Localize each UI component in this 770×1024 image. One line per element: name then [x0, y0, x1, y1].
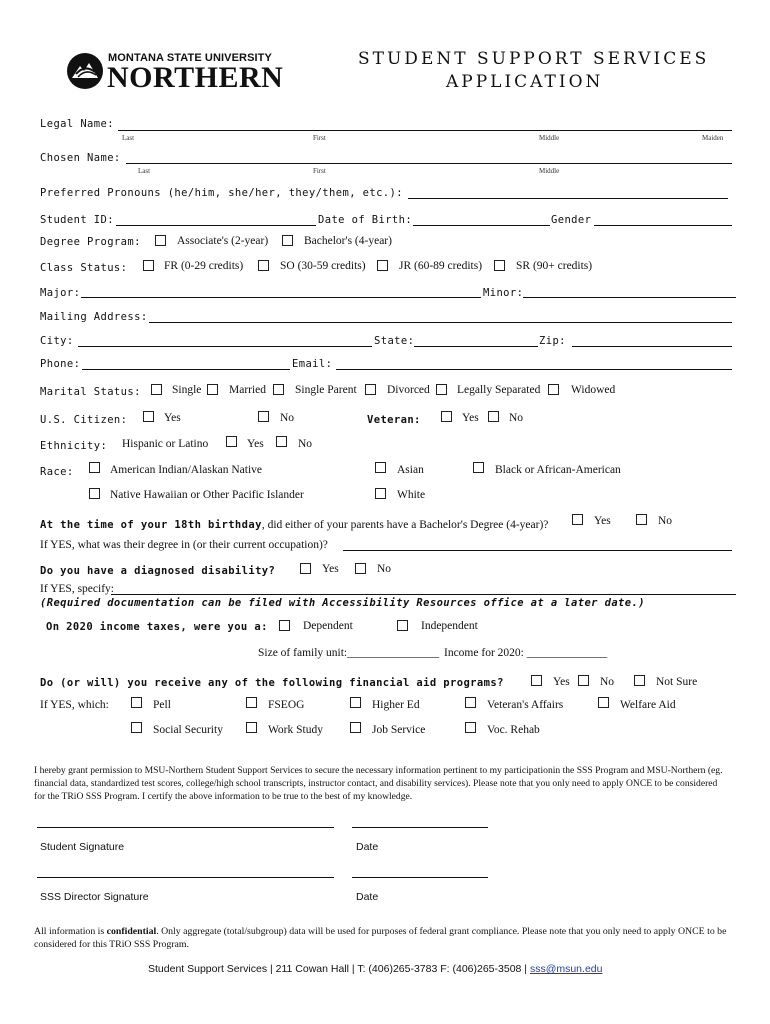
phone-label: Phone:: [40, 358, 81, 370]
finaid-fseog-label: FSEOG: [268, 699, 305, 711]
mailing-field[interactable]: [149, 322, 732, 323]
veteran-no-label: No: [509, 412, 524, 424]
major-label: Major:: [40, 287, 81, 299]
finaid-notsure-checkbox[interactable]: [634, 675, 645, 686]
pronouns-field[interactable]: [408, 198, 728, 199]
parents-no-label: No: [658, 515, 673, 527]
ethnicity-yes-checkbox[interactable]: [226, 436, 237, 447]
finaid-label: Do (or will) you receive any of the following financial aid programs?: [40, 677, 504, 689]
dob-field[interactable]: [413, 225, 550, 226]
ethnicity-question: Hispanic or Latino: [122, 438, 209, 450]
citizen-yes-label: Yes: [164, 412, 181, 424]
marital-label: Marital Status:: [40, 386, 141, 398]
logo-top-text: MONTANA STATE UNIVERSITY: [108, 52, 272, 64]
finaid-yes-label: Yes: [553, 676, 570, 688]
mailing-label: Mailing Address:: [40, 311, 148, 323]
marital-single-checkbox[interactable]: [151, 384, 162, 395]
finaid-socsec-label: Social Security: [153, 724, 223, 736]
university-logo: [66, 48, 291, 92]
confidential-note: [34, 925, 739, 951]
class-sr-label: SR (90+ credits): [516, 260, 593, 272]
race-white-label: White: [397, 489, 426, 501]
veteran-yes-label: Yes: [462, 412, 479, 424]
race-black-label: Black or African-American: [495, 464, 621, 476]
income-2020-field[interactable]: Income for 2020: ______________: [444, 647, 608, 659]
degree-associate-label: Associate's (2-year): [177, 235, 269, 247]
race-label: Race:: [40, 466, 74, 478]
legal-sub-last: Last: [122, 134, 135, 142]
income-dependent-checkbox[interactable]: [279, 620, 290, 631]
finaid-pell-label: Pell: [153, 699, 171, 711]
footer-email-link[interactable]: sss@msun.edu: [529, 963, 603, 975]
parents-followup-field[interactable]: [343, 550, 732, 551]
gender-field[interactable]: [594, 225, 732, 226]
legal-name-label: Legal Name:: [40, 118, 114, 130]
veteran-no-checkbox[interactable]: [488, 411, 499, 422]
chosen-name-label: Chosen Name:: [40, 152, 121, 164]
class-sr-checkbox[interactable]: [494, 260, 505, 271]
finaid-no-checkbox[interactable]: [578, 675, 589, 686]
legal-sub-maiden: Maiden: [702, 134, 724, 142]
finaid-veterans-checkbox[interactable]: [465, 697, 476, 708]
chosen-sub-last: Last: [138, 167, 151, 175]
city-field[interactable]: [78, 346, 372, 347]
race-white-checkbox[interactable]: [375, 488, 386, 499]
finaid-welfare-checkbox[interactable]: [598, 697, 609, 708]
page-title-line2: APPLICATION: [446, 72, 604, 92]
finaid-fseog-checkbox[interactable]: [246, 697, 257, 708]
director-signature-label: SSS Director Signature: [40, 891, 149, 903]
race-hawaiian-label: Native Hawaiian or Other Pacific Islander: [110, 489, 304, 501]
income-dependent-label: Dependent: [303, 620, 353, 632]
marital-divorced-checkbox[interactable]: [365, 384, 376, 395]
parents-question: [40, 515, 548, 533]
income-independent-checkbox[interactable]: [397, 620, 408, 631]
marital-single-parent-label: Single Parent: [295, 384, 357, 396]
student-id-label: Student ID:: [40, 214, 114, 226]
marital-separated-checkbox[interactable]: [436, 384, 447, 395]
disability-specify-label: If YES, specify:: [40, 583, 114, 595]
parents-yes-label: Yes: [594, 515, 611, 527]
marital-married-checkbox[interactable]: [207, 384, 218, 395]
finaid-no-label: No: [600, 676, 615, 688]
email-label: Email:: [292, 358, 333, 370]
state-label: State:: [374, 335, 415, 347]
zip-field[interactable]: [572, 346, 732, 347]
disability-yes-checkbox[interactable]: [300, 563, 311, 574]
major-field[interactable]: [81, 297, 481, 298]
email-field[interactable]: [336, 369, 732, 370]
marital-separated-label: Legally Separated: [457, 384, 541, 396]
pronouns-label: Preferred Pronouns (he/him, she/her, they/them, etc.):: [40, 187, 403, 199]
logo-bottom-text: NORTHERN: [107, 61, 284, 94]
class-so-label: SO (30-59 credits): [280, 260, 366, 272]
phone-field[interactable]: [82, 369, 290, 370]
citizen-label: U.S. Citizen:: [40, 414, 128, 426]
legal-sub-first: First: [313, 134, 326, 142]
race-hawaiian-checkbox[interactable]: [89, 488, 100, 499]
family-size-field[interactable]: Size of family unit:________________: [258, 647, 440, 659]
mountain-seal-icon: [66, 52, 104, 90]
ethnicity-label: Ethnicity:: [40, 440, 108, 452]
confidential-pre: All information is: [34, 926, 107, 937]
zip-label: Zip:: [539, 335, 566, 347]
ethnicity-no-label: No: [298, 438, 313, 450]
marital-divorced-label: Divorced: [387, 384, 430, 396]
finaid-socsec-checkbox[interactable]: [131, 722, 142, 733]
dob-label: Date of Birth:: [318, 214, 413, 226]
parents-question-rest: , did either of your parents have a Bachelor's Degree (4-year)?: [261, 519, 549, 531]
degree-label: Degree Program:: [40, 236, 141, 248]
chosen-sub-middle: Middle: [539, 167, 560, 175]
finaid-jobservice-label: Job Service: [372, 724, 426, 736]
footer-contact: Student Support Services | 211 Cowan Hall | T: (406)265-3783 F: (406)265-3508 |: [148, 963, 530, 975]
finaid-pell-checkbox[interactable]: [131, 697, 142, 708]
legal-name-field[interactable]: [118, 130, 732, 131]
parents-question-bold: At the time of your 18th birthday: [40, 519, 262, 531]
degree-bachelor-checkbox[interactable]: [282, 235, 293, 246]
gender-label: Gender: [551, 214, 592, 226]
chosen-sub-first: First: [313, 167, 326, 175]
finaid-highered-checkbox[interactable]: [350, 697, 361, 708]
marital-single-label: Single: [172, 384, 202, 396]
legal-sub-middle: Middle: [539, 134, 560, 142]
finaid-yes-checkbox[interactable]: [531, 675, 542, 686]
finaid-vocrehab-checkbox[interactable]: [465, 722, 476, 733]
finaid-workstudy-label: Work Study: [268, 724, 323, 736]
class-status-label: Class Status:: [40, 262, 128, 274]
director-signature-line[interactable]: [37, 877, 334, 878]
permission-paragraph: I hereby grant permission to MSU-Northern Student Support Services to secure the necessary information pertinent to my participationin the SSS Program and MSU-Northern (eg. financial data, standardized test scores, college/high school transcripts, instructor contact, and disability services). Please note that you only need to apply ONCE to be considered for the TRiO SSS Program. I certify the above information to be true to the best of my knowledge.: [34, 765, 723, 802]
class-jr-label: JR (60-89 credits): [399, 260, 483, 272]
student-signature-label: Student Signature: [40, 841, 125, 853]
race-asian-checkbox[interactable]: [375, 462, 386, 473]
student-id-field[interactable]: [116, 225, 316, 226]
student-signature-line[interactable]: [37, 827, 334, 828]
parents-no-checkbox[interactable]: [636, 514, 647, 525]
marital-widowed-label: Widowed: [571, 384, 616, 396]
disability-no-label: No: [377, 563, 392, 575]
finaid-workstudy-checkbox[interactable]: [246, 722, 257, 733]
race-native-label: American Indian/Alaskan Native: [110, 464, 262, 476]
ethnicity-no-checkbox[interactable]: [276, 436, 287, 447]
class-fr-checkbox[interactable]: [143, 260, 154, 271]
chosen-name-field[interactable]: [126, 163, 732, 164]
minor-field[interactable]: [523, 297, 736, 298]
degree-bachelor-label: Bachelor's (4-year): [304, 235, 392, 247]
date2-label: Date: [356, 891, 379, 903]
finaid-welfare-label: Welfare Aid: [620, 699, 676, 711]
class-fr-label: FR (0-29 credits): [164, 260, 244, 272]
confidential-bold: confidential: [106, 926, 157, 937]
parents-followup-label: If YES, what was their degree in (or their current occupation)?: [40, 539, 328, 551]
race-black-checkbox[interactable]: [473, 462, 484, 473]
disability-note: (Required documentation can be filed with Accessibility Resources office at a later date.): [40, 597, 645, 609]
degree-associate-checkbox[interactable]: [155, 235, 166, 246]
citizen-yes-checkbox[interactable]: [143, 411, 154, 422]
marital-single-parent-checkbox[interactable]: [273, 384, 284, 395]
finaid-jobservice-checkbox[interactable]: [350, 722, 361, 733]
disability-yes-label: Yes: [322, 563, 339, 575]
disability-specify-field[interactable]: [111, 594, 736, 595]
parents-yes-checkbox[interactable]: [572, 514, 583, 525]
finaid-highered-label: Higher Ed: [372, 699, 420, 711]
disability-label: Do you have a diagnosed disability?: [40, 565, 276, 577]
finaid-which-label: If YES, which:: [40, 699, 109, 711]
disability-no-checkbox[interactable]: [355, 563, 366, 574]
footer: [148, 963, 602, 975]
marital-widowed-checkbox[interactable]: [548, 384, 559, 395]
page-title-line1: STUDENT SUPPORT SERVICES: [358, 49, 710, 69]
race-asian-label: Asian: [397, 464, 424, 476]
minor-label: Minor:: [483, 287, 524, 299]
veteran-label: Veteran:: [367, 414, 421, 426]
class-so-checkbox[interactable]: [258, 260, 269, 271]
date1-label: Date: [356, 841, 379, 853]
income-label: On 2020 income taxes, were you a:: [46, 621, 268, 633]
class-jr-checkbox[interactable]: [377, 260, 388, 271]
income-independent-label: Independent: [421, 620, 478, 632]
citizen-no-checkbox[interactable]: [258, 411, 269, 422]
state-field[interactable]: [414, 346, 538, 347]
race-native-checkbox[interactable]: [89, 462, 100, 473]
citizen-no-label: No: [280, 412, 295, 424]
date1-line[interactable]: [352, 827, 488, 828]
ethnicity-yes-label: Yes: [247, 438, 264, 450]
confidential-post: . Only aggregate (total/subgroup) data will be used for purposes of federal grant compliance. Please note that you only need to apply ONCE to be considered for this TRiO SSS Program.: [34, 926, 727, 950]
finaid-veterans-label: Veteran's Affairs: [487, 699, 564, 711]
finaid-notsure-label: Not Sure: [656, 676, 698, 688]
city-label: City:: [40, 335, 74, 347]
date2-line[interactable]: [352, 877, 488, 878]
marital-married-label: Married: [229, 384, 267, 396]
veteran-yes-checkbox[interactable]: [441, 411, 452, 422]
finaid-vocrehab-label: Voc. Rehab: [487, 724, 540, 736]
